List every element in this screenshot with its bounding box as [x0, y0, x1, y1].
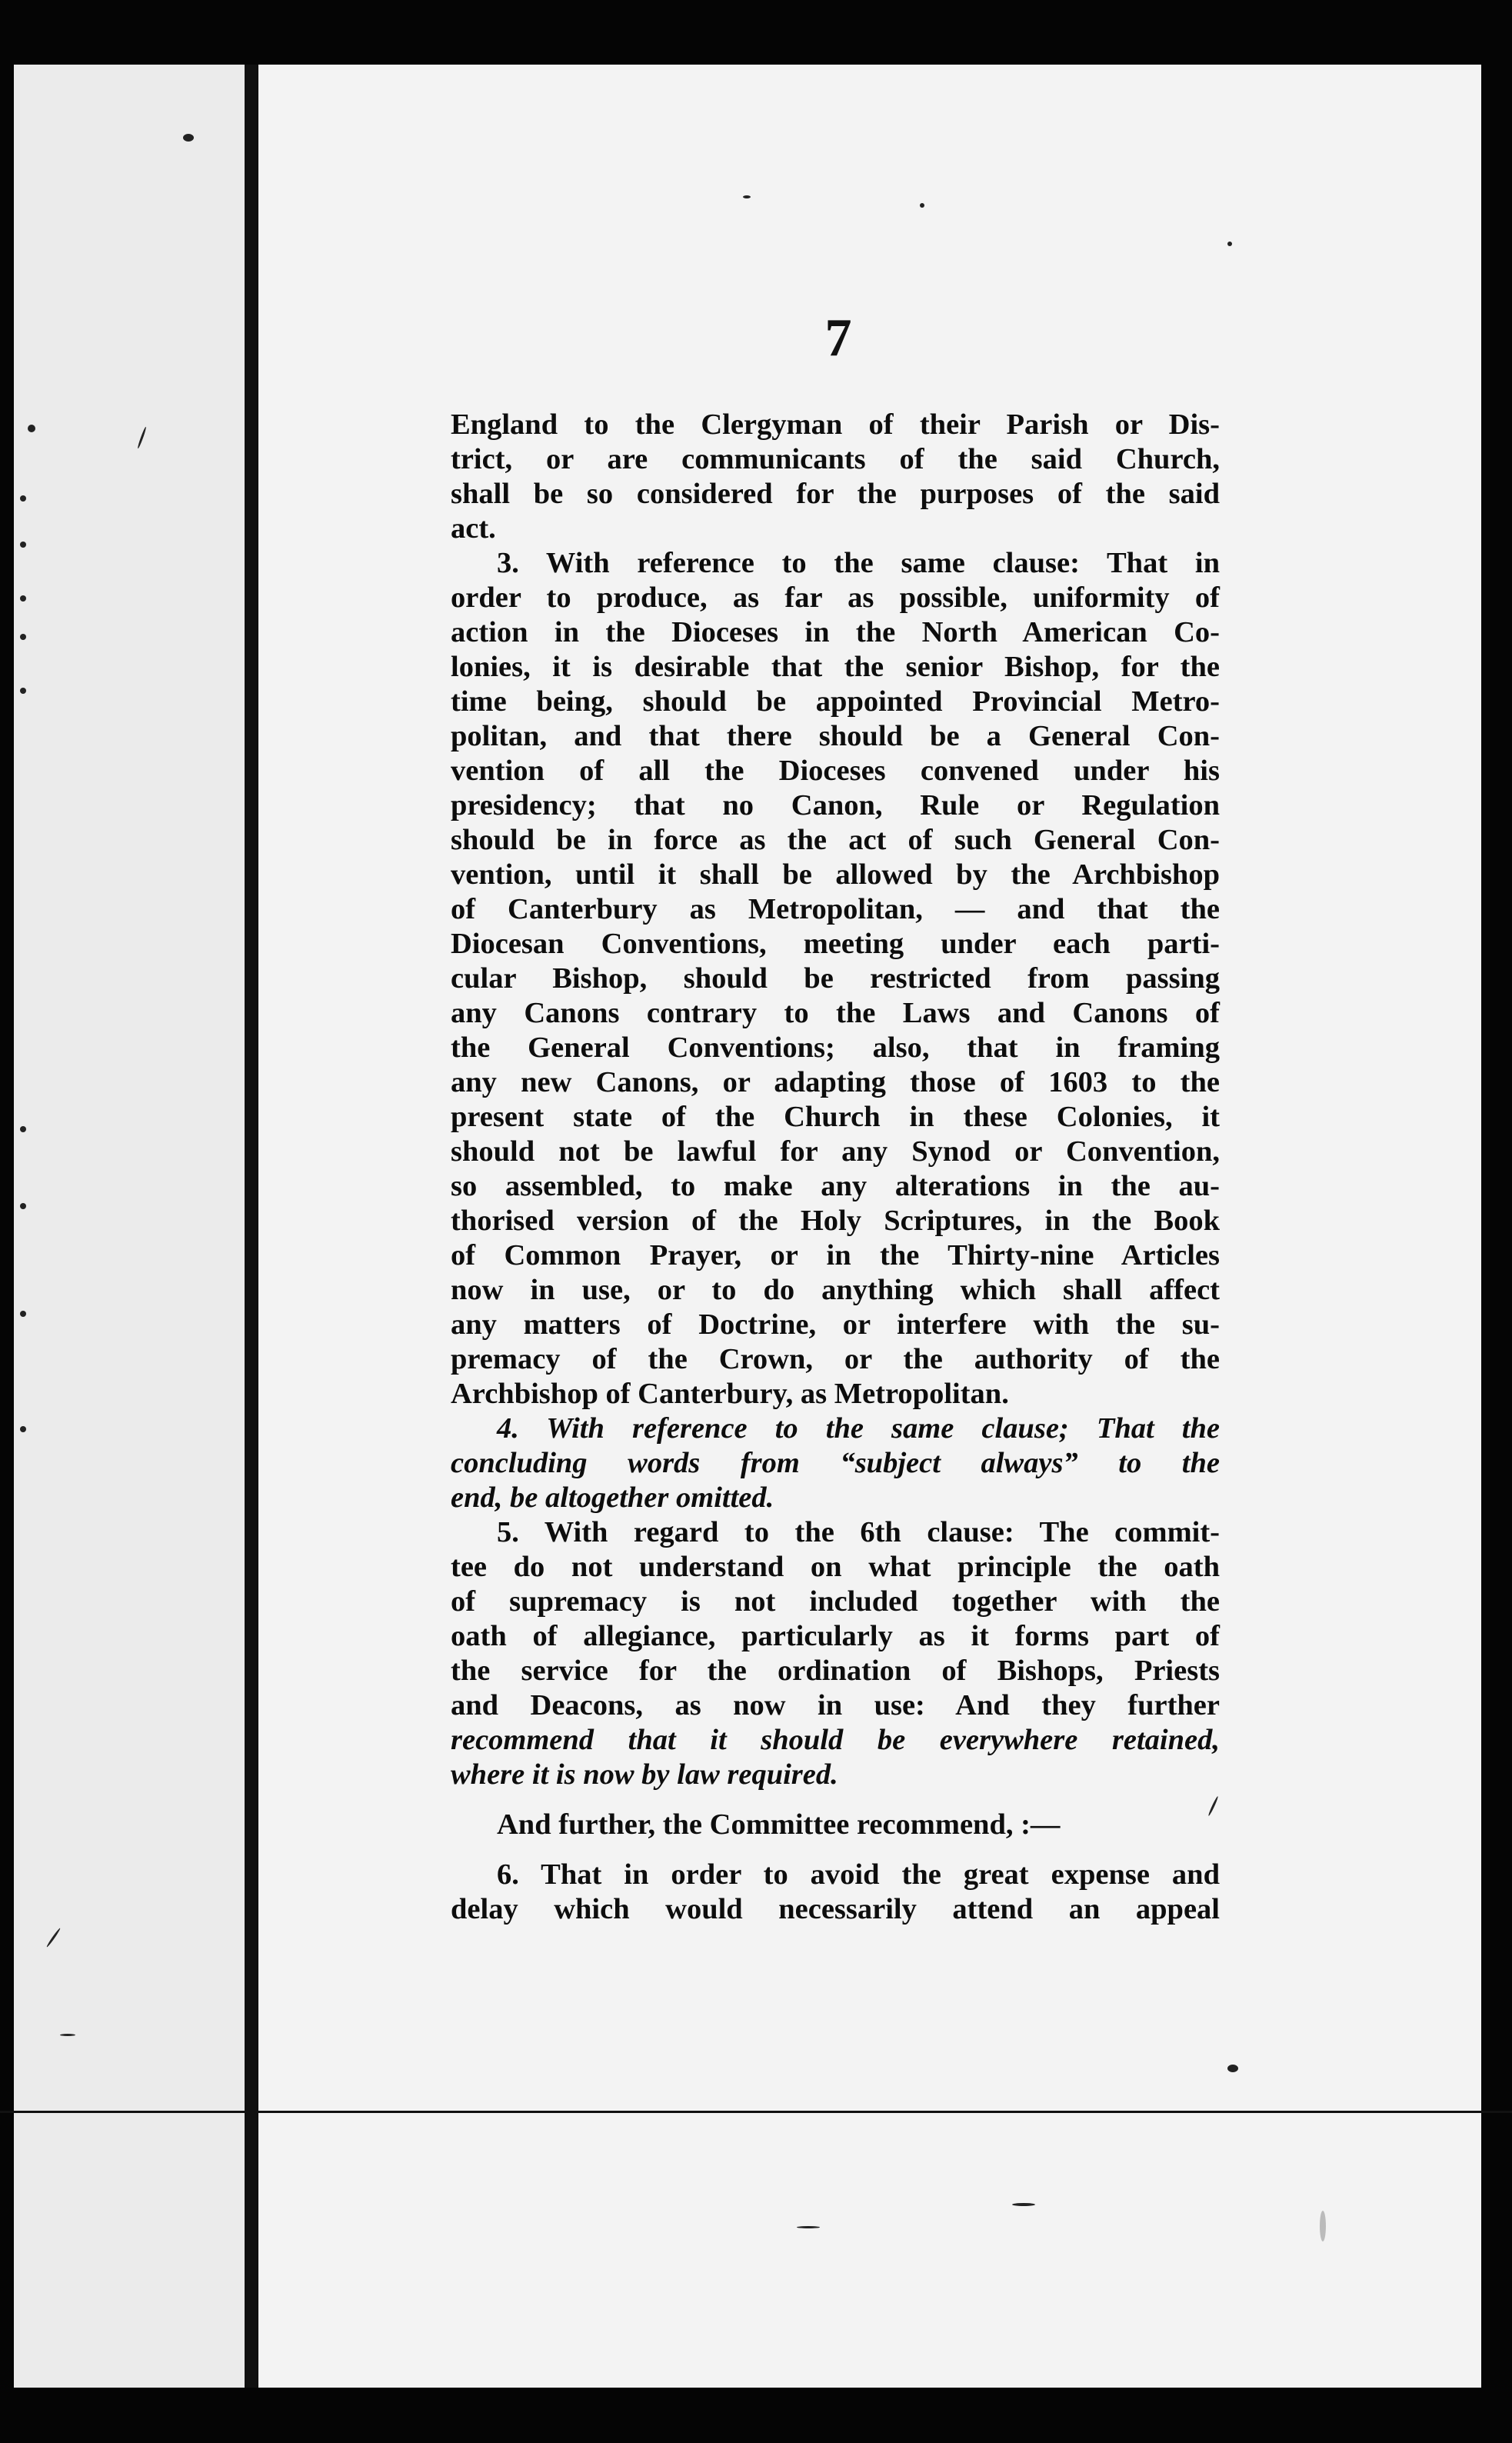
text-line: the General Conventions; also, that in framing: [451, 1032, 1220, 1064]
page-divider-line: [0, 2111, 1512, 2113]
text-line: where it is now by law required.: [451, 1758, 838, 1791]
text-line: vention, until it shall be allowed by the Archbishop: [451, 858, 1220, 891]
section-heading-wrap: [451, 1808, 1220, 1842]
paragraph-5: [451, 1515, 1220, 1792]
text-line: Diocesan Conventions, meeting under each parti-: [451, 928, 1220, 960]
page-gutter: [245, 65, 258, 2388]
text-line: act.: [451, 512, 496, 545]
text-line: Archbishop of Canterbury, as Metropolitan.: [451, 1378, 1009, 1410]
text-line: should not be lawful for any Synod or Convention,: [451, 1135, 1220, 1168]
text-line: of Common Prayer, or in the Thirty-nine Articles: [451, 1239, 1220, 1271]
text-line: thorised version of the Holy Scriptures, in the Book: [451, 1205, 1220, 1237]
text-line: vention of all the Dioceses convened under his: [451, 755, 1220, 787]
text-line: 3. With reference to the same clause: That in: [497, 547, 1220, 579]
text-line: oath of allegiance, particularly as it forms part of: [451, 1620, 1220, 1652]
text-line: and Deacons, as now in use: And they further: [451, 1689, 1220, 1721]
text-line: shall be so considered for the purposes of the said: [451, 478, 1220, 510]
text-line: of Canterbury as Metropolitan, — and that the: [451, 893, 1220, 925]
paragraph-6: [451, 1858, 1220, 1927]
left-facing-page: [14, 65, 249, 2388]
text-line: trict, or are communicants of the said Church,: [451, 443, 1220, 475]
body-text: [451, 408, 1220, 1927]
text-line: tee do not understand on what principle the oath: [451, 1551, 1220, 1583]
paragraph-1: [451, 408, 1220, 546]
text-line: concluding words from “subject always” to the: [451, 1447, 1220, 1479]
text-line: time being, should be appointed Provincial Metro-: [451, 685, 1220, 718]
text-line: any new Canons, or adapting those of 1603 to the: [451, 1066, 1220, 1098]
text-line: lonies, it is desirable that the senior Bishop, for the: [451, 651, 1220, 683]
text-line: any Canons contrary to the Laws and Canons of: [451, 997, 1220, 1029]
text-line: politan, and that there should be a General Con-: [451, 720, 1220, 752]
text-line: action in the Dioceses in the North American Co-: [451, 616, 1220, 648]
text-line: of supremacy is not included together with the: [451, 1585, 1220, 1618]
text-line: presidency; that no Canon, Rule or Regulation: [451, 789, 1220, 822]
text-line: order to produce, as far as possible, uniformity of: [451, 582, 1220, 614]
page-number: 7: [824, 308, 852, 368]
text-line: so assembled, to make any alterations in the au-: [451, 1170, 1220, 1202]
section-heading: And further, the Committee recommend, :—: [497, 1808, 1061, 1841]
text-line: any matters of Doctrine, or interfere with the su-: [451, 1308, 1220, 1341]
text-line: end, be altogether omitted.: [451, 1481, 774, 1514]
text-line: now in use, or to do anything which shall affect: [451, 1274, 1220, 1306]
text-line: 5. With regard to the 6th clause: The commit-: [497, 1516, 1220, 1548]
text-line: 4. With reference to the same clause; That the: [497, 1412, 1220, 1445]
paragraph-3: [451, 546, 1220, 1411]
text-line: present state of the Church in these Colonies, it: [451, 1101, 1220, 1133]
text-line: delay which would necessarily attend an appeal: [451, 1893, 1220, 1925]
text-line: cular Bishop, should be restricted from passing: [451, 962, 1220, 995]
text-line: 6. That in order to avoid the great expense and: [497, 1858, 1220, 1891]
text-line: England to the Clergyman of their Parish or Dis-: [451, 408, 1220, 441]
text-line: the service for the ordination of Bishops, Priests: [451, 1655, 1220, 1687]
text-line: should be in force as the act of such General Con-: [451, 824, 1220, 856]
text-line: premacy of the Crown, or the authority of the: [451, 1343, 1220, 1375]
text-line: recommend that it should be everywhere retained,: [451, 1724, 1220, 1756]
paragraph-4: [451, 1411, 1220, 1515]
